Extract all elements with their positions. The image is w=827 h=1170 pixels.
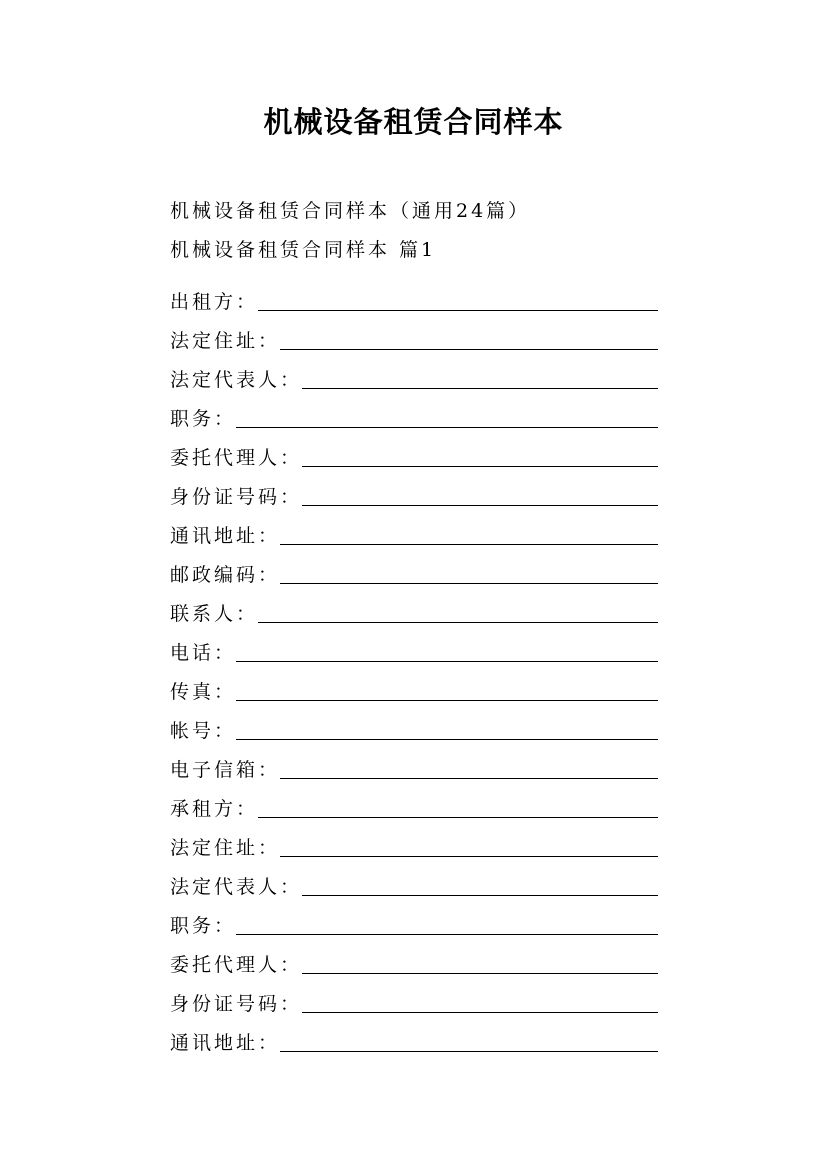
fill-in-blank [280,331,658,350]
field-row-lessor-agent [170,432,658,471]
field-label: 承租方： [170,798,259,820]
fill-in-blank [280,565,658,584]
fill-in-blank [302,448,658,467]
fill-in-blank [236,643,658,662]
document-title: 机械设备租赁合同样本 [263,105,564,139]
field-label: 帐号： [170,720,237,742]
fill-in-blank [302,487,658,506]
field-row-lessee [170,783,658,822]
field-row-lessor-address [170,315,658,354]
fill-in-blank [258,292,658,311]
field-row-lessor-account [170,705,658,744]
field-row-lessor-phone [170,627,658,666]
field-row-lessee-position [170,900,658,939]
fill-in-blank [280,1033,658,1052]
fill-in-blank [302,370,658,389]
field-label: 身份证号码： [170,993,303,1015]
field-label: 出租方： [170,291,259,313]
section-heading: 机械设备租赁合同样本 篇1 [170,239,437,261]
fill-in-blank [302,994,658,1013]
field-row-lessee-id-number [170,978,658,1017]
field-row-lessee-legal-rep [170,861,658,900]
field-row-lessee-mailing-address [170,1017,658,1056]
field-row-lessor-postcode [170,549,658,588]
field-row-lessor-fax [170,666,658,705]
field-label: 通讯地址： [170,525,281,547]
field-label: 邮政编码： [170,564,281,586]
field-label: 法定代表人： [170,876,303,898]
field-row-lessor-mailing-address [170,510,658,549]
field-label: 职务： [170,408,237,430]
field-label: 法定住址： [170,837,281,859]
fill-in-blank [258,799,658,818]
field-label: 通讯地址： [170,1032,281,1054]
field-label: 法定代表人： [170,369,303,391]
fill-in-blank [280,526,658,545]
fill-in-blank [280,838,658,857]
field-label: 电话： [170,642,237,664]
contract-party-fields [170,276,658,1056]
field-row-lessee-address [170,822,658,861]
fill-in-blank [302,877,658,896]
fill-in-blank [236,916,658,935]
field-row-lessor-email [170,744,658,783]
field-row-lessor-position [170,393,658,432]
field-row-lessor [170,276,658,315]
field-label: 身份证号码： [170,486,303,508]
fill-in-blank [258,604,658,623]
fill-in-blank [236,409,658,428]
field-label: 传真： [170,681,237,703]
field-row-lessor-legal-rep [170,354,658,393]
field-label: 职务： [170,915,237,937]
field-row-lessor-contact [170,588,658,627]
field-label: 法定住址： [170,330,281,352]
document-subtitle: 机械设备租赁合同样本（通用24篇） [170,200,531,222]
field-label: 委托代理人： [170,447,303,469]
fill-in-blank [236,682,658,701]
field-label: 电子信箱： [170,759,281,781]
field-row-lessee-agent [170,939,658,978]
fill-in-blank [302,955,658,974]
fill-in-blank [236,721,658,740]
fill-in-blank [280,760,658,779]
field-label: 委托代理人： [170,954,303,976]
field-label: 联系人： [170,603,259,625]
field-row-lessor-id-number [170,471,658,510]
